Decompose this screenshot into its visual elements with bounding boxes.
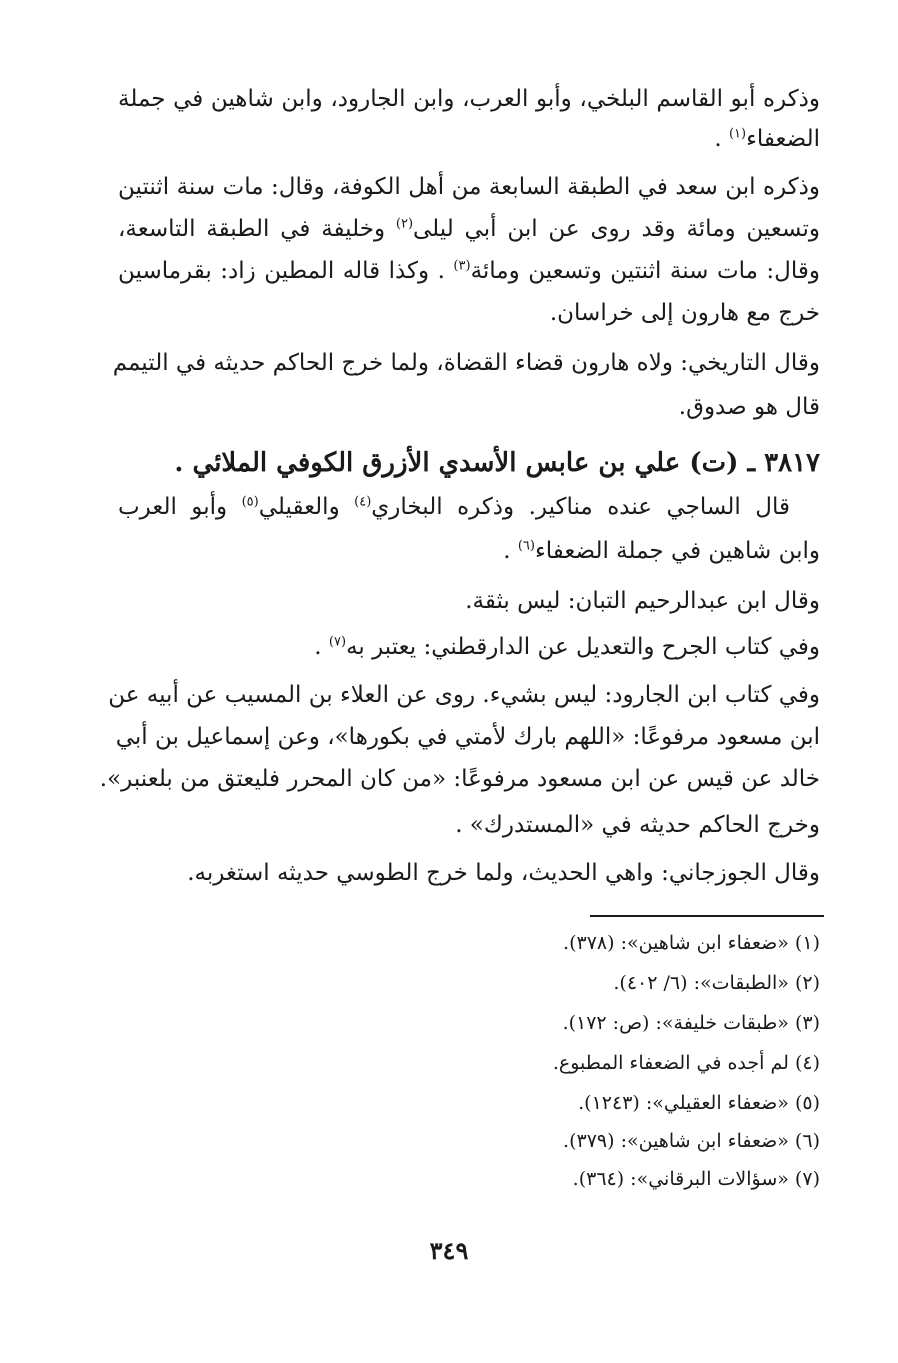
body-line: [118, 492, 790, 522]
page-number: ٣٤٩: [429, 1236, 469, 1265]
footnote-item: (٤) لم أجده في الضعفاء المطبوع.: [552, 1052, 820, 1074]
body-line: [118, 214, 820, 244]
body-text: وأبو العرب: [118, 494, 242, 520]
body-line: خالد عن قيس عن ابن مسعود مرفوعًا: «من كان المحرر فليعتق من بلعنبر».: [99, 766, 820, 792]
body-line: ابن مسعود مرفوعًا: «اللهم بارك لأمتي في بكورها»، وعن إسماعيل بن أبي: [115, 724, 820, 750]
body-line: وذكره ابن سعد في الطبقة السابعة من أهل الكوفة، وقال: مات سنة اثنتين: [118, 174, 820, 200]
footnote-separator: [590, 915, 824, 917]
body-line: خرج مع هارون إلى خراسان.: [549, 300, 820, 326]
entry-heading: ٣٨١٧ ـ (ت) علي بن عابس الأسدي الأزرق الكوفي الملائي .: [174, 448, 820, 478]
footnote-item: (٣) «طبقات خليفة»: (ص: ١٧٢).: [562, 1012, 820, 1034]
body-text: وقال: مات سنة اثنتين وتسعين ومائة: [470, 258, 820, 284]
body-line: وذكره أبو القاسم البلخي، وأبو العرب، وابن الجارود، وابن شاهين في جملة: [118, 86, 820, 112]
footnote-ref: (٢): [395, 216, 414, 232]
body-text: .: [503, 538, 518, 564]
footnote-item: (٥) «ضعفاء العقيلي»: (١٢٤٣).: [578, 1092, 820, 1114]
body-line: قال هو صدوق.: [678, 394, 820, 420]
body-line: [314, 632, 820, 662]
footnote-item: (٦) «ضعفاء ابن شاهين»: (٣٧٩).: [563, 1130, 820, 1152]
body-text: الضعفاء: [746, 126, 820, 152]
body-line: وفي كتاب ابن الجارود: ليس بشيء. روى عن العلاء بن المسيب عن أبيه عن: [108, 682, 820, 708]
body-text: قال الساجي عنده مناكير. وذكره البخاري: [371, 494, 790, 520]
footnote-ref: (١): [728, 126, 747, 142]
body-text: .: [314, 634, 329, 660]
footnote-item: (٧) «سؤالات البرقاني»: (٣٦٤).: [572, 1168, 820, 1190]
footnote-ref: (٣): [453, 258, 471, 274]
body-line: وخرج الحاكم حديثه في «المستدرك» .: [455, 812, 820, 838]
footnote-ref: (٤): [354, 494, 372, 510]
body-text: والعقيلي: [258, 494, 355, 520]
body-text: .: [714, 126, 729, 152]
body-line: [503, 536, 820, 566]
footnote-item: (٢) «الطبقات»: (٦/ ٤٠٢).: [613, 972, 820, 994]
body-text: وتسعين ومائة وقد روى عن ابن أبي ليلى: [413, 216, 820, 242]
footnote-ref: (٧): [328, 634, 347, 650]
body-line: [118, 256, 820, 286]
body-line: وقال التاريخي: ولاه هارون قضاء القضاة، ولما خرج الحاكم حديثه في التيمم: [112, 350, 820, 376]
footnote-ref: (٦): [517, 538, 535, 554]
body-text: وخليفة في الطبقة التاسعة،: [118, 216, 396, 242]
body-line: [714, 124, 820, 154]
body-text: وفي كتاب الجرح والتعديل عن الدارقطني: يعتبر به: [346, 634, 820, 660]
footnote-item: (١) «ضعفاء ابن شاهين»: (٣٧٨).: [563, 932, 820, 954]
body-line: وقال الجوزجاني: واهي الحديث، ولما خرج الطوسي حديثه استغربه.: [187, 860, 820, 886]
body-text: . وكذا قاله المطين زاد: بقرماسين: [118, 258, 454, 284]
body-line: وقال ابن عبدالرحيم التبان: ليس بثقة.: [465, 588, 820, 614]
footnote-ref: (٥): [241, 494, 259, 510]
body-text: وابن شاهين في جملة الضعفاء: [534, 538, 820, 564]
